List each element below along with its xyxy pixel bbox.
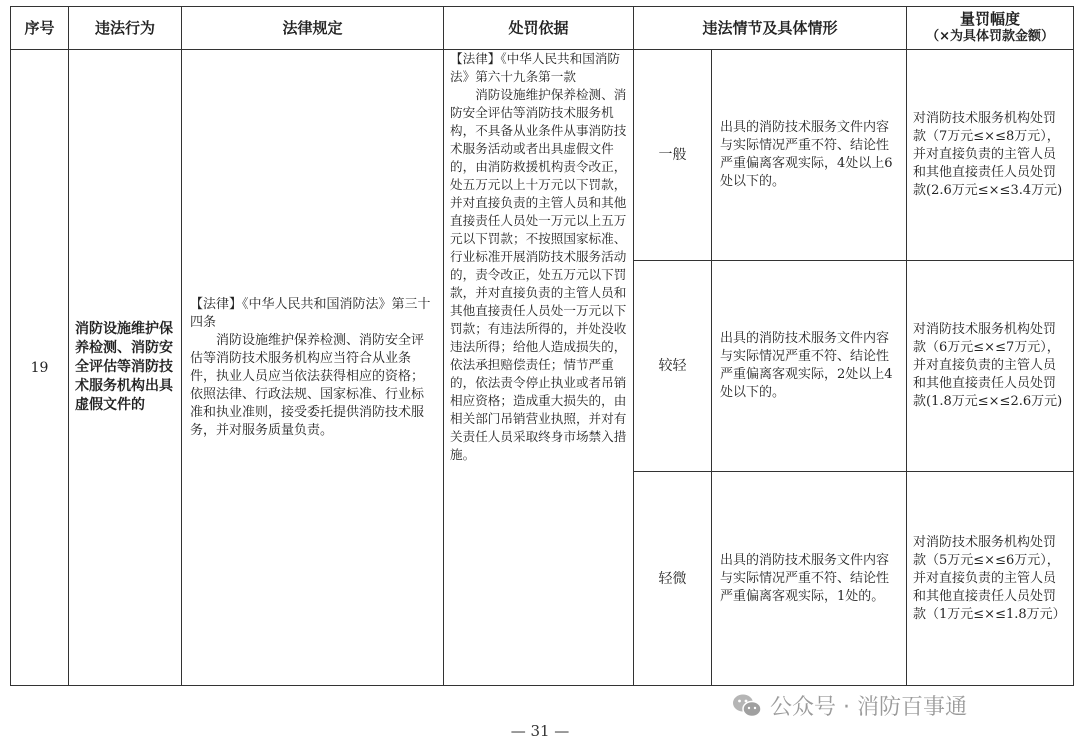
watermark-text: 公众号 · 消防百事通: [770, 695, 967, 720]
header-act: 违法行为: [69, 7, 182, 50]
header-circumstance: 违法情节及具体情形: [634, 7, 907, 50]
header-range-line1: 量罚幅度: [960, 10, 1021, 28]
detail-general: 出具的消防技术服务文件内容与实际情况严重不符、结论性严重偏离客观实际，4处以上6处以下的。: [712, 50, 907, 261]
header-range-line2: （×为具体罚款金额）: [926, 29, 1054, 44]
range-slight: 对消防技术服务机构处罚款（5万元≤×≤6万元），并对直接负责的主管人员和其他直接责任人员处罚款（1万元≤×≤1.8万元）: [907, 472, 1074, 686]
detail-minor: 出具的消防技术服务文件内容与实际情况严重不符、结论性严重偏离客观实际，2处以上4处以下的。: [712, 261, 907, 472]
table-row: [11, 50, 1074, 261]
penalty-table: [10, 6, 1074, 686]
violation-act: 消防设施维护保养检测、消防安全评估等消防技术服务机构出具虚假文件的: [69, 50, 182, 686]
header-no: 序号: [11, 7, 69, 50]
detail-slight: 出具的消防技术服务文件内容与实际情况严重不符、结论性严重偏离客观实际，1处的。: [712, 472, 907, 686]
law-title: 【法律】《中华人民共和国消防法》第三十四条: [190, 296, 431, 330]
range-general: 对消防技术服务机构处罚款（7万元≤×≤8万元），并对直接负责的主管人员和其他直接责任人员处罚款(2.6万元≤×≤3.4万元): [907, 50, 1074, 261]
header-law: 法律规定: [182, 7, 444, 50]
header-basis: 处罚依据: [444, 7, 634, 50]
basis-title: 【法律】《中华人民共和国消防法》第六十九条第一款: [450, 51, 621, 84]
header-row: [11, 7, 1074, 50]
row-number: 19: [11, 50, 69, 686]
law-provision: [182, 50, 444, 686]
range-minor: 对消防技术服务机构处罚款（6万元≤×≤7万元），并对直接负责的主管人员和其他直接责任人员处罚款(1.8万元≤×≤2.6万元): [907, 261, 1074, 472]
level-slight: 轻微: [634, 472, 712, 686]
header-range: [907, 7, 1074, 50]
level-minor: 较轻: [634, 261, 712, 472]
law-text: 消防设施维护保养检测、消防安全评估等消防技术服务机构应当符合从业条件，执业人员应当依法获得相应的资格；依照法律、行政法规、国家标准、行业标准和执业准则，接受委托提供消防技术服务，并对服务质量负责。: [190, 332, 425, 438]
watermark: [732, 690, 967, 721]
wechat-icon: [732, 693, 762, 719]
penalty-basis: [444, 50, 634, 686]
level-general: 一般: [634, 50, 712, 261]
page-number: — 31 —: [510, 722, 570, 740]
basis-text: 消防设施维护保养检测、消防安全评估等消防技术服务机构，不具备从业条件从事消防技术服务活动或者出具虚假文件的，由消防救援机构责令改正，处五万元以上十万元以下罚款，并对直接负责的主管人员和其他直接责任人员处一万元以上五万元以下罚款；不按照国家标准、行业标准开展消防技术服务活动的，责令改正，处五万元以下罚款，并对直接负责的主管人员和其他直接责任人员处一万元以下罚款；有违法所得的，并处没收违法所得；给他人造成损失的，依法承担赔偿责任；情节严重的，依法责令停止执业或者吊销相应资格；造成重大损失的，由相关部门吊销营业执照，并对有关责任人员采取终身市场禁入措施。: [450, 87, 627, 462]
